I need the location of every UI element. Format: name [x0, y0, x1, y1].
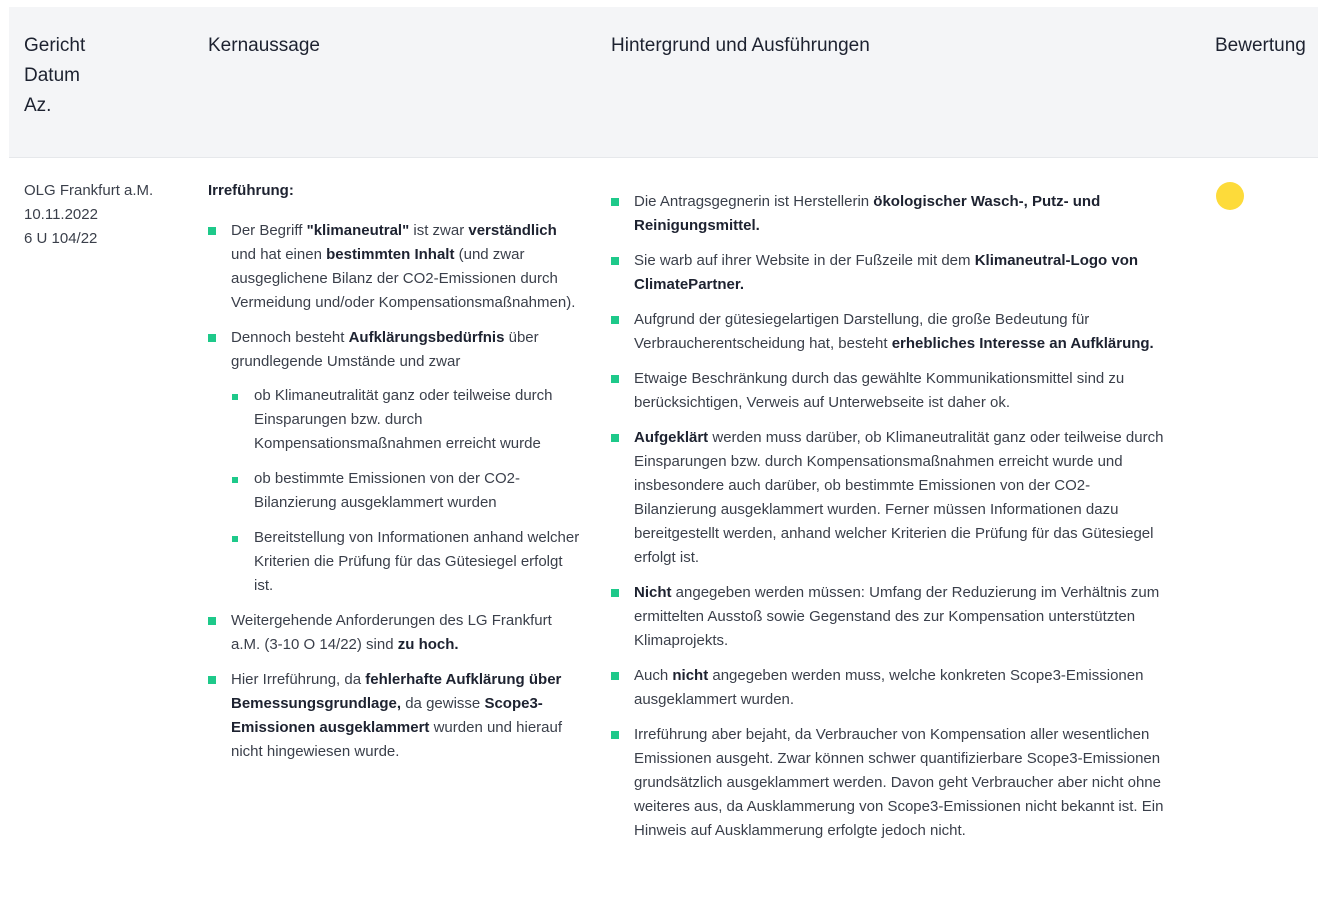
list-item-text: Hier Irreführung, da fehlerhafte Aufklärung über Bemessungsgrundlage, da gewisse Scope3-Emissionen ausgeklammert wurden und hierauf nicht hingewiesen wurde. — [231, 671, 563, 760]
list-item-text: Die Antragsgegnerin ist Herstellerin ökologischer Wasch-, Putz- und Reinigungsmittel. — [634, 193, 1101, 234]
header-court-date-case — [24, 31, 184, 121]
court-name: OLG Frankfurt a.M. — [24, 182, 154, 199]
rating-cell — [1216, 182, 1244, 210]
list-item — [208, 668, 583, 764]
ruling-table — [9, 7, 1318, 839]
sub-list-item: ob Klimaneutralität ganz oder teilweise durch Einsparungen bzw. durch Kompensationsmaßnahmen erreicht wurde — [231, 384, 583, 456]
court-cell — [24, 179, 194, 251]
list-item-text: Aufgrund der gütesiegelartigen Darstellung, die große Bedeutung für Verbraucherentscheidung hat, besteht erhebliches Interesse an Aufklärung. — [634, 311, 1154, 352]
list-item — [611, 308, 1171, 356]
list-item — [208, 326, 583, 598]
header-rating: Bewertung — [1215, 35, 1306, 56]
sub-list-item: ob bestimmte Emissionen von der CO2-Bilanzierung ausgeklammert wurden — [231, 467, 583, 515]
list-item-text: Dennoch besteht Aufklärungsbedürfnis über grundlegende Umstände und zwar — [231, 329, 539, 370]
list-item-text: Auch nicht angegeben werden muss, welche konkreten Scope3-Emissionen ausgeklammert wurden. — [634, 667, 1144, 708]
list-item-text: Etwaige Beschränkung durch das gewählte Kommunikationsmittel sind zu berücksichtigen, Verweis auf Unterwebseite ist daher ok. — [634, 370, 1125, 411]
list-item — [611, 581, 1171, 653]
list-item — [208, 609, 583, 657]
list-item — [611, 190, 1171, 238]
header-core-statement: Kernaussage — [208, 35, 320, 56]
list-item — [611, 367, 1171, 415]
core-statement-cell — [208, 179, 583, 775]
list-item-text: Nicht angegeben werden müssen: Umfang der Reduzierung im Verhältnis zum ermittelten Ausstoß sowie Gegenstand des zur Kompensation unterstützten Klimaprojekts. — [634, 584, 1160, 649]
list-item — [208, 219, 583, 315]
rating-indicator-dot — [1216, 182, 1244, 210]
list-item — [611, 426, 1171, 570]
header-case-no: Az. — [24, 95, 52, 116]
header-court: Gericht — [24, 35, 86, 56]
header-date: Datum — [24, 65, 80, 86]
header-background: Hintergrund und Ausführungen — [611, 35, 870, 56]
ruling-date: 10.11.2022 — [24, 206, 98, 223]
list-item-text: Sie warb auf ihrer Website in der Fußzeile mit dem Klimaneutral-Logo von ClimatePartner. — [634, 252, 1139, 293]
list-item — [611, 249, 1171, 297]
sub-list-item: Bereitstellung von Informationen anhand welcher Kriterien die Prüfung für das Gütesiegel erfolgt ist. — [231, 526, 583, 598]
background-cell — [611, 190, 1171, 854]
sub-list — [231, 384, 583, 598]
list-item-text: Der Begriff "klimaneutral" ist zwar verständlich und hat einen bestimmten Inhalt (und zwar ausgeglichene Bilanz der CO2-Emissionen durch Vermeidung und/oder Kompensationsmaßnahmen). — [231, 222, 576, 311]
core-statement-title: Irreführung: — [208, 182, 294, 199]
list-item-text: Weitergehende Anforderungen des LG Frankfurt a.M. (3-10 O 14/22) sind zu hoch. — [231, 612, 552, 653]
list-item-text: Irreführung aber bejaht, da Verbraucher von Kompensation aller wesentlichen Emissionen ausgeht. Zwar können schwer quantifizierbare Scope3-Emissionen grundsätzlich ausgeklammert werden. Davon geht Verbraucher aber nicht ohne weiteres aus, da Ausklammerung von Scope3-Emissionen nicht bekannt ist. Ein Hinweis auf Ausklammerung erfolgte jedoch nicht. — [634, 726, 1164, 839]
table-header — [9, 7, 1318, 158]
case-number: 6 U 104/22 — [24, 230, 98, 247]
list-item-text: Aufgeklärt werden muss darüber, ob Klimaneutralität ganz oder teilweise durch Einsparungen bzw. durch Kompensationsmaßnahmen erreicht wurde und insbesondere auch darüber, ob bestimmte Emissionen von der CO2-Bilanzierung ausgeklammert wurden. Ferner müssen Informationen dazu bereitgestellt werden, anhand welcher Kriterien die Prüfung für das Gütesiegel erfolgt ist. — [634, 429, 1164, 566]
core-statement-list — [208, 219, 583, 764]
list-item — [611, 723, 1171, 843]
background-list — [611, 190, 1171, 843]
list-item — [611, 664, 1171, 712]
